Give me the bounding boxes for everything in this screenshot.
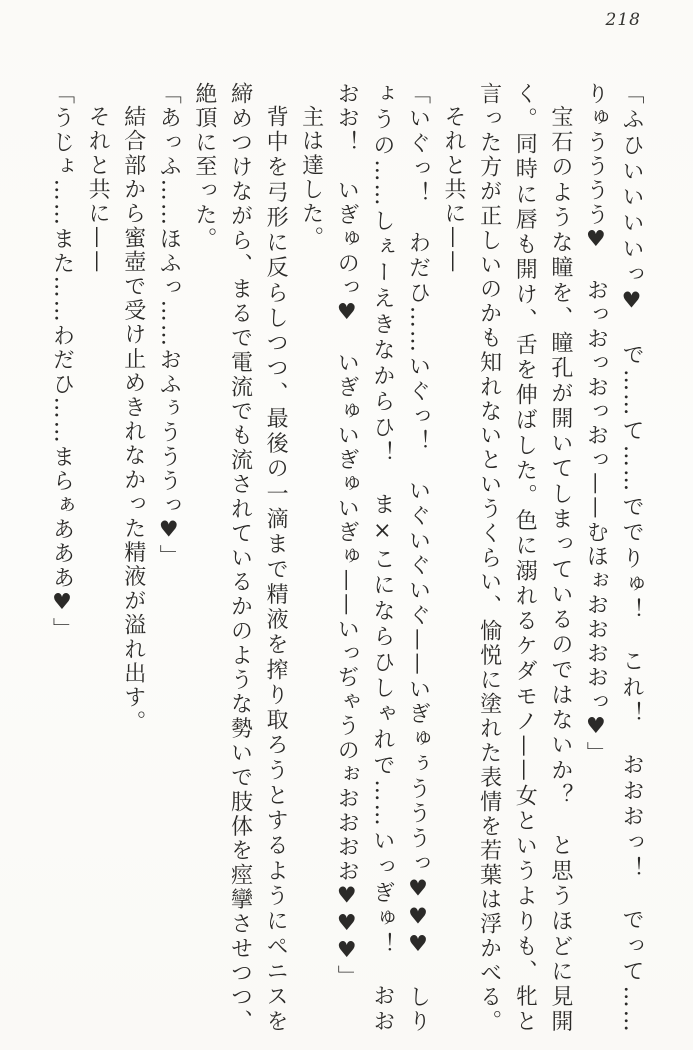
text-column: 「ふひいいいいっ♥ で……て……ででりゅ！ これ！ おおおっ！ でって…… [619, 82, 644, 1034]
text-column: それと共に—— [85, 105, 111, 275]
page-number: 218 [605, 10, 641, 30]
text-column: おお！ いぎゅのっ♥ いぎゅいぎゅいぎゅ——いっぢゃうのぉおおおお♥♥♥」 [334, 82, 360, 990]
text-column: それと共に—— [441, 105, 467, 275]
text-column: く。同時に唇も開け、舌を伸ばした。色に溺れるケダモノ——女というよりも、牝と [512, 82, 538, 1034]
text-column: りゅうううう♥ おっおっおっおっ——むほぉおおおおっ♥」 [583, 82, 609, 766]
text-column: 絶頂に至った。 [191, 82, 217, 252]
text-column: 「いぐっ！ わだひ……いぐっ！ いぐいぐいぐ——いぎゅぅうううっ♥♥♥ しり [405, 82, 431, 1034]
text-column: 「うじょ……また……わだひ……まらぁあああ♥」 [49, 82, 75, 642]
text-column: 主は達した。 [298, 105, 324, 251]
text-column: 背中を弓形に反らしつつ、最後の一滴まで精液を搾り取ろうとするようにペニスを [263, 105, 289, 1034]
text-column: 締めつけながら、まるで電流でも流されているかのような勢いで肢体を痙攣させつつ、 [227, 82, 253, 1034]
text-column: ょうの……しぇーえきなからひ！ ま×こにならひしゃれで……いっぎゅ！ おお [369, 82, 395, 1034]
text-column: 言った方が正しいのかも知れないというくらい、愉悦に塗れた表情を若葉は浮かべる。 [476, 82, 502, 1034]
text-column: 宝石のような瞳を、瞳孔が開いてしまっているのではないか？ と思うほどに見開 [547, 105, 573, 1034]
vertical-text-block [44, 82, 649, 1034]
text-column: 「あっふ……ほふっ……おふぅうううっ♥」 [156, 82, 182, 569]
text-column: 結合部から蜜壺で受け止めきれなかった精液が溢れ出す。 [120, 105, 146, 735]
